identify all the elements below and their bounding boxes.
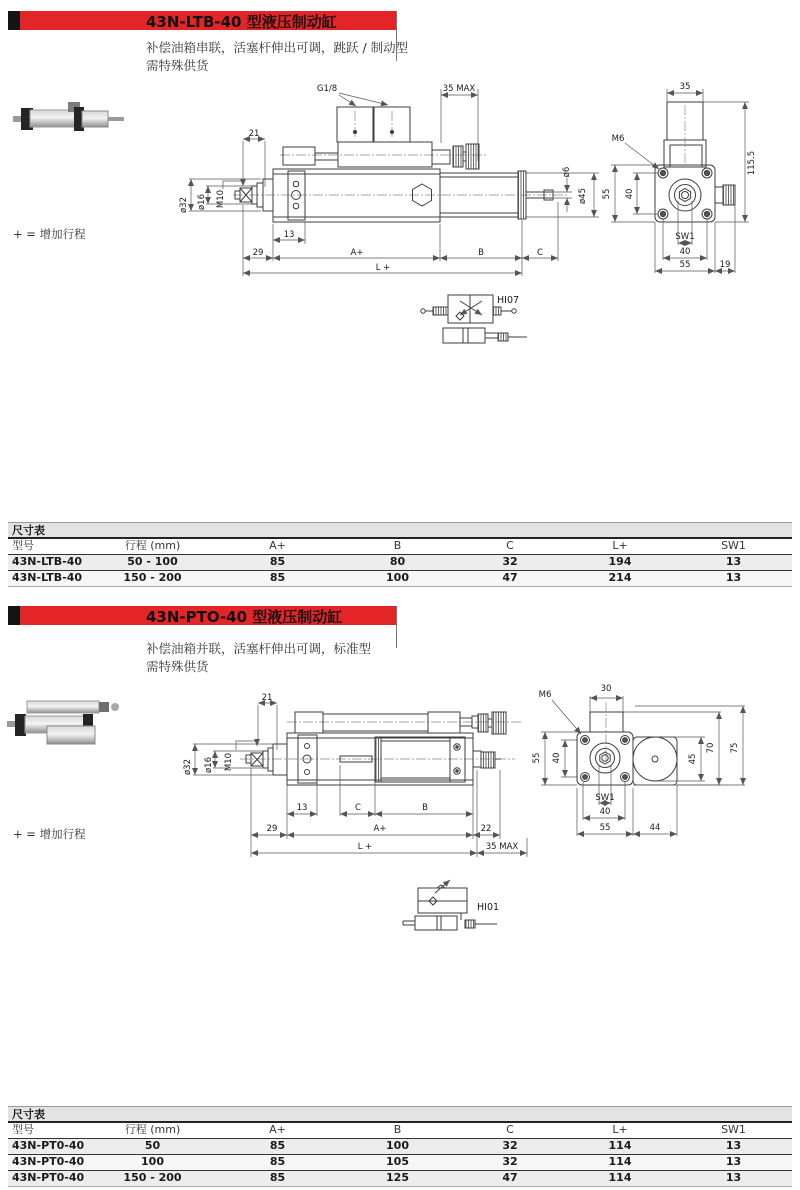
table-header-row xyxy=(8,539,792,555)
cell-sw1: 13 xyxy=(725,1171,742,1184)
photo-tank-tube xyxy=(47,726,95,744)
cell-model: 43N-LTB-40 xyxy=(12,555,83,568)
photo-rear-tube xyxy=(82,111,108,127)
cell-aplus: 85 xyxy=(269,1155,286,1168)
dim-label-44: 44 xyxy=(649,823,661,833)
col-header-lplus: L+ xyxy=(612,539,628,552)
section-desc-line2: 需特殊供货 xyxy=(146,659,209,674)
table-header-row xyxy=(8,1123,792,1139)
cell-model: 43N-LTB-40 xyxy=(12,571,83,584)
dim-label-13: 13 xyxy=(283,230,295,240)
ltb-end-view xyxy=(655,102,735,222)
table-title: 尺寸表 xyxy=(8,522,792,539)
cell-b: 100 xyxy=(386,1139,409,1152)
cell-model: 43N-PT0-40 xyxy=(12,1139,85,1152)
dim-label-13: 13 xyxy=(296,803,308,813)
photo-top-tube xyxy=(27,701,99,713)
dim-label-lplus: L + xyxy=(357,842,373,852)
col-header-b: B xyxy=(393,539,402,552)
cell-b: 80 xyxy=(389,555,406,568)
col-header-c: C xyxy=(506,1123,514,1136)
photo-knob xyxy=(111,703,119,711)
dim-label-55: 55 xyxy=(532,752,542,764)
pto-end-view xyxy=(577,702,677,785)
dim-label-m6: M6 xyxy=(538,690,552,700)
col-header-sw1: SW1 xyxy=(721,1123,746,1136)
dim-label-dia16: ø16 xyxy=(204,756,214,774)
banner-divider-line xyxy=(396,606,397,648)
cell-aplus: 85 xyxy=(269,1171,286,1184)
ltb-main-view xyxy=(233,107,567,222)
dim-label-b: B xyxy=(478,248,484,258)
table-row xyxy=(8,555,792,571)
dim-label-55b: 55 xyxy=(599,823,611,833)
col-header-model: 型号 xyxy=(12,1123,34,1136)
cell-lplus: 214 xyxy=(608,571,632,584)
dim-label-29: 29 xyxy=(266,824,278,834)
cell-c: 32 xyxy=(502,555,518,568)
dimension-table-ltb xyxy=(8,522,792,587)
col-header-lplus: L+ xyxy=(612,1123,628,1136)
col-header-stroke: 行程 (mm) xyxy=(124,1123,181,1136)
dim-label-45: 45 xyxy=(688,753,698,765)
dim-label-40b: 40 xyxy=(679,247,691,257)
col-header-stroke: 行程 (mm) xyxy=(124,539,181,552)
banner-black-block xyxy=(8,11,20,30)
dim-label-115-5: 115.5 xyxy=(747,150,757,176)
dim-label-19: 19 xyxy=(719,260,731,270)
ltb-end-dims xyxy=(611,89,749,273)
cell-sw1: 13 xyxy=(725,1155,742,1168)
cell-stroke: 150 - 200 xyxy=(123,1171,182,1184)
dim-label-sw1: SW1 xyxy=(595,793,615,803)
dimension-table-pto xyxy=(8,1106,792,1187)
dim-label-29: 29 xyxy=(252,248,264,258)
cell-c: 47 xyxy=(502,571,518,584)
cell-c: 32 xyxy=(502,1139,518,1152)
dim-label-m6: M6 xyxy=(611,134,625,144)
section-title: 43N-LTB-40 型液压制动缸 xyxy=(146,13,337,31)
col-header-aplus: A+ xyxy=(269,539,286,552)
dim-label-22: 22 xyxy=(480,824,492,834)
dim-label-dia32: ø32 xyxy=(183,758,193,776)
dim-label-g18: G1/8 xyxy=(316,84,338,94)
cell-lplus: 114 xyxy=(608,1171,632,1184)
cell-model: 43N-PT0-40 xyxy=(12,1155,85,1168)
dim-label-dia32: ø32 xyxy=(179,196,189,214)
banner-black-block xyxy=(8,606,20,625)
dim-label-35: 35 xyxy=(679,82,691,92)
dim-label-sw1: SW1 xyxy=(675,232,695,242)
dim-label-35max: 35 MAX xyxy=(442,84,476,94)
dim-label-21: 21 xyxy=(261,693,273,703)
dim-label-75: 75 xyxy=(730,742,740,754)
cell-sw1: 13 xyxy=(725,1139,742,1152)
col-header-aplus: A+ xyxy=(269,1123,286,1136)
dim-label-40b: 40 xyxy=(599,807,611,817)
col-header-sw1: SW1 xyxy=(721,539,746,552)
technical-drawing-ltb xyxy=(175,75,800,375)
dim-label-40: 40 xyxy=(625,188,635,200)
dim-label-55b: 55 xyxy=(679,260,691,270)
cell-sw1: 13 xyxy=(725,571,742,584)
col-header-c: C xyxy=(506,539,514,552)
photo-rod-right xyxy=(108,117,124,121)
dim-label-70: 70 xyxy=(706,742,716,754)
dim-label-lplus: L + xyxy=(375,263,391,273)
cell-lplus: 194 xyxy=(608,555,632,568)
stroke-note: + = 增加行程 xyxy=(13,827,86,841)
table-row xyxy=(8,1139,792,1155)
cell-stroke: 50 xyxy=(144,1139,161,1152)
section-desc-line1: 补偿油箱并联，活塞杆伸出可调，标准型 xyxy=(146,641,372,656)
cell-aplus: 85 xyxy=(269,555,286,568)
dim-label-30: 30 xyxy=(600,684,612,694)
cell-sw1: 13 xyxy=(725,555,742,568)
section-title: 43N-PTO-40 型液压制动缸 xyxy=(146,608,343,626)
table-row xyxy=(8,571,792,587)
cell-model: 43N-PT0-40 xyxy=(12,1171,85,1184)
dim-label-c: C xyxy=(537,248,543,258)
cell-b: 105 xyxy=(386,1155,409,1168)
cell-lplus: 114 xyxy=(608,1155,632,1168)
col-header-model: 型号 xyxy=(12,539,34,552)
pto-main-view xyxy=(240,712,523,785)
cell-stroke: 100 xyxy=(141,1155,164,1168)
photo-adjuster xyxy=(99,702,109,712)
technical-drawing-pto xyxy=(175,670,800,965)
product-photo-ltb xyxy=(10,98,130,142)
table-title: 尺寸表 xyxy=(8,1106,792,1123)
dim-label-aplus: A+ xyxy=(373,824,387,834)
table-row xyxy=(8,1155,792,1171)
section-desc-line1: 补偿油箱串联，活塞杆伸出可调，跳跃 / 制动型 xyxy=(146,40,409,55)
dim-label-dia16: ø16 xyxy=(197,193,207,211)
dim-label-dia6: ø6 xyxy=(562,166,572,178)
col-header-b: B xyxy=(393,1123,402,1136)
product-photo-pto xyxy=(7,696,129,752)
dim-label-40: 40 xyxy=(552,752,562,764)
cell-stroke: 50 - 100 xyxy=(127,555,178,568)
dim-label-35max: 35 MAX xyxy=(485,842,519,852)
dim-label-b: B xyxy=(422,803,428,813)
dim-label-55: 55 xyxy=(602,188,612,200)
cell-stroke: 150 - 200 xyxy=(123,571,182,584)
cell-aplus: 85 xyxy=(269,1139,286,1152)
cell-aplus: 85 xyxy=(269,571,286,584)
dim-label-21: 21 xyxy=(248,129,260,139)
cell-b: 125 xyxy=(386,1171,409,1184)
cell-lplus: 114 xyxy=(608,1139,632,1152)
stroke-note: + = 增加行程 xyxy=(13,227,86,241)
section-desc-line2: 需特殊供货 xyxy=(146,58,209,73)
dim-label-m10: M10 xyxy=(216,189,226,209)
dim-label-m10: M10 xyxy=(224,752,234,772)
photo-clamp-left xyxy=(15,714,26,736)
cell-b: 100 xyxy=(386,571,409,584)
ltb-drawing-labels xyxy=(179,82,757,306)
dim-label-aplus: A+ xyxy=(350,248,364,258)
table-row xyxy=(8,1171,792,1187)
pto-end-dims xyxy=(541,696,745,836)
dim-label-dia45: ø45 xyxy=(578,187,588,205)
cell-c: 32 xyxy=(502,1155,518,1168)
cell-c: 47 xyxy=(502,1171,518,1184)
schematic-label-hi07: HI07 xyxy=(497,295,520,306)
schematic-label-hi01: HI01 xyxy=(477,902,500,913)
dim-label-c: C xyxy=(355,803,361,813)
